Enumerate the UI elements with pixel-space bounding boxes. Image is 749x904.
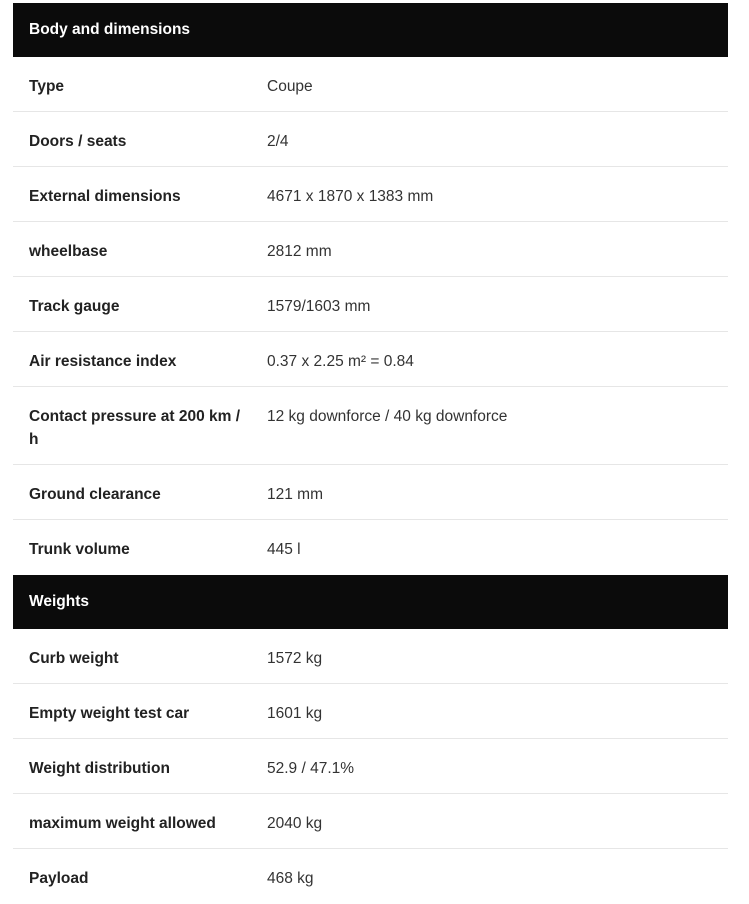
- table-row-payload: [13, 849, 728, 904]
- section-header-weights: Weights: [13, 575, 728, 629]
- row-label: Payload: [29, 870, 89, 887]
- row-value: 1601 kg: [267, 705, 323, 722]
- table-row-external-dimensions: [13, 167, 728, 222]
- row-label: Air resistance index: [29, 353, 177, 370]
- row-value: 445 l: [267, 541, 301, 558]
- table-row-ground-clearance: [13, 465, 728, 520]
- section-header-body-dimensions: Body and dimensions: [13, 3, 728, 57]
- row-value: 1572 kg: [267, 650, 323, 667]
- table-row-empty-weight: [13, 684, 728, 739]
- row-label: Weight distribution: [29, 760, 170, 777]
- row-label: External dimensions: [29, 188, 181, 205]
- row-label: Contact pressure at 200 km / h: [29, 408, 241, 448]
- row-value: Coupe: [267, 78, 313, 95]
- spec-table: [13, 3, 728, 904]
- row-value: 121 mm: [267, 486, 323, 503]
- table-row-air-resistance: [13, 332, 728, 387]
- row-value: 52.9 / 47.1%: [267, 760, 355, 777]
- row-label: Empty weight test car: [29, 705, 190, 722]
- row-value: 12 kg downforce / 40 kg downforce: [267, 408, 508, 425]
- table-row-doors-seats: [13, 112, 728, 167]
- row-value: 2812 mm: [267, 243, 332, 260]
- table-row-track-gauge: [13, 277, 728, 332]
- table-row-weight-distribution: [13, 739, 728, 794]
- row-label: Ground clearance: [29, 486, 161, 503]
- table-row-type: [13, 57, 728, 112]
- row-label: Type: [29, 78, 65, 95]
- row-label: Trunk volume: [29, 541, 130, 558]
- row-value: 4671 x 1870 x 1383 mm: [267, 188, 434, 205]
- row-value: 0.37 x 2.25 m² = 0.84: [267, 353, 414, 370]
- row-value: 468 kg: [267, 870, 314, 887]
- row-value: 2/4: [267, 133, 289, 150]
- row-value: 2040 kg: [267, 815, 323, 832]
- row-value: 1579/1603 mm: [267, 298, 371, 315]
- row-label: maximum weight allowed: [29, 815, 216, 832]
- table-row-max-weight: [13, 794, 728, 849]
- table-row-wheelbase: [13, 222, 728, 277]
- table-row-trunk-volume: [13, 520, 728, 575]
- table-row-curb-weight: [13, 629, 728, 684]
- row-label: Track gauge: [29, 298, 120, 315]
- row-label: wheelbase: [29, 243, 108, 260]
- table-row-contact-pressure: [13, 387, 728, 465]
- row-label: Curb weight: [29, 650, 119, 667]
- row-label: Doors / seats: [29, 133, 127, 150]
